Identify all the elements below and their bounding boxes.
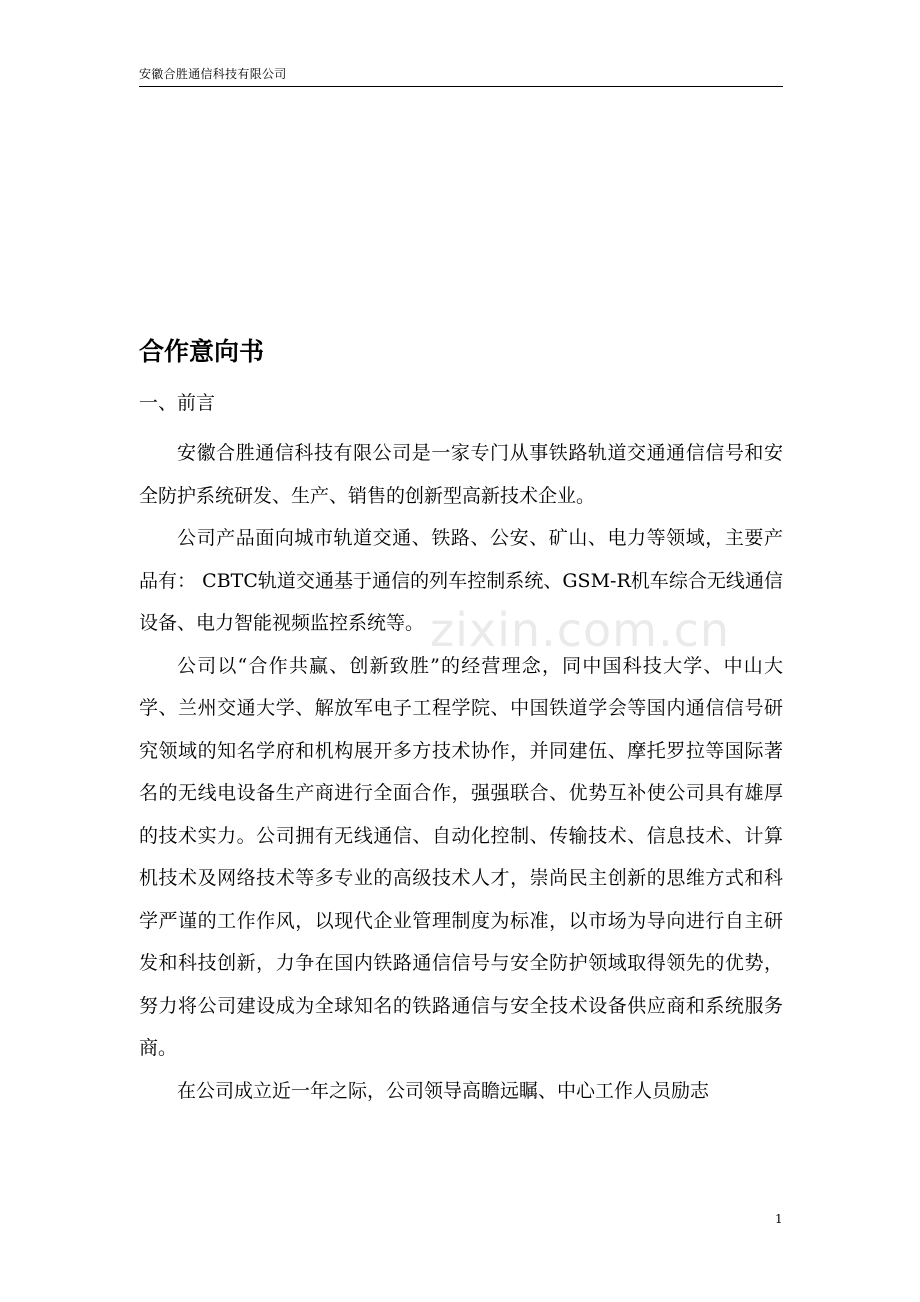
paragraph-anniversary: 在公司成立近一年之际，公司领导高瞻远瞩、中心工作人员励志 bbox=[177, 1079, 710, 1102]
paragraph-philosophy: 公司以“合作共赢、创新致胜”的经营理念，同中国科技大学、中山大学、兰州交通大学、解放军电子工程学院、中国铁道学会等国内通信信号研究领域的知名学府和机构展开多方技术协作，并同建伍、摩托罗拉等国际著名的无线电设备生产商进行全面合作，强强联合、优势互补使公司具有雄厚的技术实力。公司拥有无线通信、自动化控制、传输技术、信息技术、计算机技术及网络技术等多专业的高级技术人才，崇尚民主创新的思维方式和科学严谨的工作作风，以现代企业管理制度为标准，以市场为导向进行自主研发和科技创新，力争在国内铁路通信信号与安全防护领域取得领先的优势，努力将公司建设成为全球知名的铁路通信与安全技术设备供应商和系统服务商。 bbox=[139, 654, 783, 1059]
document-title: 合作意向书 bbox=[139, 337, 265, 366]
header-company-name: 安徽合胜通信科技有限公司 bbox=[139, 67, 287, 81]
paragraph-products: 公司产品面向城市轨道交通、铁路、公安、矿山、电力等领域，主要产品有： CBTC轨道交通基于通信的列车控制系统、GSM-R机车综合无线通信设备、电力智能视频监控系统等。 bbox=[139, 527, 783, 634]
section-heading-preface: 一、前言 bbox=[139, 392, 216, 414]
watermark: zixin.com.cn bbox=[430, 603, 731, 657]
page-number: 1 bbox=[775, 1212, 783, 1226]
document-body bbox=[139, 432, 783, 1112]
paragraph-intro: 安徽合胜通信科技有限公司是一家专门从事铁路轨道交通通信信号和安全防护系统研发、生产、销售的创新型高新技术企业。 bbox=[139, 442, 783, 507]
page-header bbox=[139, 62, 783, 87]
